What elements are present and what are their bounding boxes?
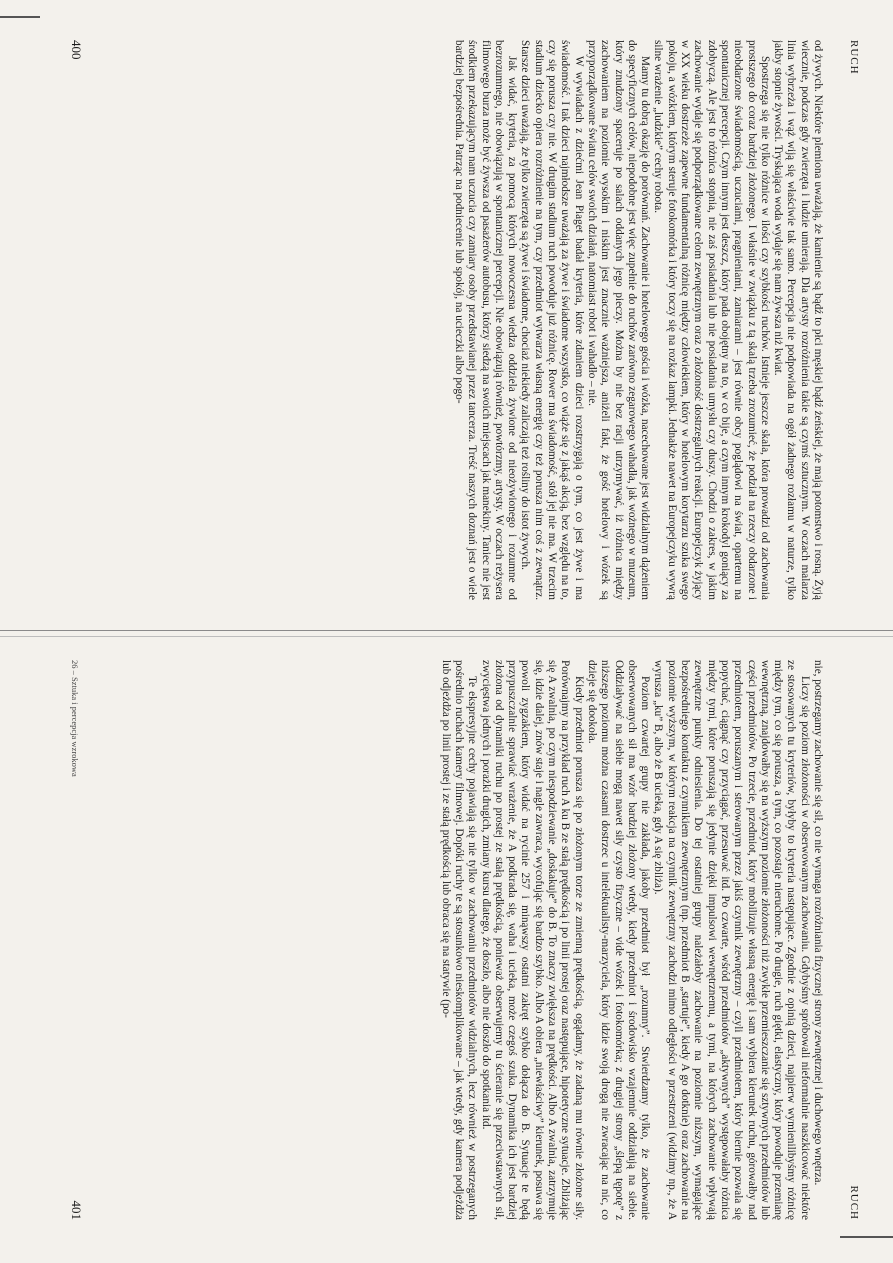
running-head: RUCH xyxy=(848,40,860,75)
page-divider-line xyxy=(0,630,893,631)
paragraph: Spostrzega się nie tylko różnice w ilości czy szybkości ruchów. Istnieje jeszcze skala, która prowadzi od zachowania prostszego do coraz bardziej złożonego. I właśnie w związku z tą skalą trzeba zrozumieć, że podział na rzeczy obdarzone i nieobdarzone świadomością, uczuciami, pragnieniami, zamiarami – jest równie obcy poglądowi na świat, opartemu na spontanicznej percepcji. Czym innym jest deszcz, który pada obojętny na to, w co bije, a czym innym krokodyl goniący za zdobyczą. Ale jest to różnica stopnia, nie zaś posiadania lub nie posiadania umysłu czy duszy. Chodzi o zakres, w jakim zachowanie wydaje się podporządkowane celom zewnętrznym oraz o złożoność dostrzegalnych reakcji. Europejczyk żyjący w XX wieku dostrzeże zapewne fundamentalną różnicę między człowiekiem, który w hotelowym korytarzu szuka swego pokoju, a wózkiem, którym steruje fotokomórka i który toczy się na rozkaz lampki. Jednakże nawet na Europejczyku wywrą silne wrażenie „ludzkie” cechy robota. xyxy=(652,40,771,600)
book-page-401 xyxy=(60,660,860,1220)
paragraph: nie, postrzegamy zachowanie się sił, co nie wymaga rozróżniania fizycznej strony zewnętrznej i duchowego wnętrza. xyxy=(812,660,824,1186)
paragraph: Mamy tu dobrą okazję do porównań. Zachowanie i hotelowego gościa i wózka, nacechowane jest widzialnym dążeniem do specyficznych celów, niepodobne jest więc zupełnie do ruchów zarówno zegarowego wahadła, jak wożnego w muzeum, który znudzony spaceruje po salach oddanych jego pieczy. Można by nie bez racji utrzymywać, iż różnica między zachowaniem na poziomie wysokim i niskim jest znacznie ważniejsza, aniżeli fakt, że gość hotelowy i wózek są przyporządkowane światu celów swoich działań, natomiast robot i wahadło – nie. xyxy=(585,40,652,600)
paragraph: Kiedy przedmiot porusza się po złożonym torze ze zmienną prędkością, ogądamy, że zadaną mu równie złożone siły. Porównajmy na przykład ruch A ku B ze stałą prędkością i po linii prostej oraz następujące, hipotetyczne sytuacje. Zbliżając się A zwalnia, po czym niespodziewanie „doskakuje” do B. To znaczy zwiększa na prędkości. Albo A zwalnia, zatrzymuje się, idzie dalej, znów staje i nagle zawraca, wycofując się bardzo szybko. Albo A obiera „niewłaściwy” kierunek, posuwa się powoli zygzakiem, który widać na rycinie 257 i minąwszy ostatni zakręt szybko dołącza do B. Sytuacje te będą przypuszczalnie sprawiać wrażenie, że A podkrada się, waha i ucieka, może czegoś szuka. Dynamika ich jest bardziej złożona od dynamiki ruchu po prostej ze stałą prędkością, ponieważ obserwujemy tu ścieranie się przeciwstawnych sił, zwycięstwa jednych i porażki drugich, zmiany kursu dlatego, że doszło, albo nie doszło do spotkania itd. xyxy=(479,660,585,1220)
signature-footer: 26 – Sztuka i percepcja wzrokowa xyxy=(70,660,80,777)
paragraph: Te ekspresyjne cechy pojawiają się nie tylko w zachowaniu przedmiotów widzialnych, lecz również w postrzeganych pośrednio ruchach kamery filmowej. Dopóki ruchy te są stosunkowo nieskomplikowane – jak wtedy, gdy kamera podjeżdża lub odjeżdża po linii prostej i ze stałą prędkością lub obraca się na statywie (po- xyxy=(439,660,479,1220)
paragraph: W wywiadach z dziećmi Jean Piaget badał kryteria, które zdaniem dzieci rozstrzygają o tym, co jest żywe i ma świadomość. I tak dzieci najmłodsze uważają za żywe i świadome wszystko, co wiąże się z jakąś akcją, bez względu na to, czy się porusza czy nie. W drugim stadium ruch powoduje już różnicę. Rower ma świadomość, stół jej nie ma. W trzecim stadium dziecko opiera rozróżnienie na tym, czy przedmiot wytwarza własną energię czy też porusza nim coś z zewnątrz. Starsze dzieci uważają, że tylko zwierzęta są żywe i świadome, chociaż niekiedy zaliczają też rośliny do istot żywych. xyxy=(519,40,585,600)
page-divider-line-faint xyxy=(0,636,893,637)
scan-edge-mark xyxy=(0,16,40,18)
running-head: RUCH xyxy=(848,1185,860,1220)
paragraph: od żywych. Niektóre plemiona uważają, że kamienie są bądź to płci męskiej bądź żeńskiej, że mają potomstwo i rosną. Żyją wiecznie, podczas gdy zwierzęta i ludzie umierają. Dla artysty rozróżnienia takie są czymś sztucznym. W oczach malarza linia wybrzeża i wąż wiją się właściwie tak samo. Percepcja nie podpowiada na ogół żadnego rozłamu w naturze, tylko jakby stopnie żywości. Tryskająca woda wydaje się nam żywsza niż kwiat. xyxy=(772,40,824,600)
scan-edge-mark xyxy=(840,1236,893,1238)
book-page-400 xyxy=(60,40,860,600)
page-body-text xyxy=(100,40,824,600)
page-number: 401 xyxy=(69,1200,84,1220)
page-number: 400 xyxy=(69,40,84,60)
paragraph: Jak widać, kryteria, za pomocą których nowoczesna wiedza oddziela żywione od nieożywionego i rozumne od bezrozumnego, nie obowiązują w spontanicznej percepcji. Nie obowiązują również, powtórzmy, artysty. W oczach reżysera filmowego burza może być żywsza od pasażerów autobusu, którzy siedzą na swoich miejscach jak manekiny. Taniec nie jest środkiem przekazującym nam uczucia czy zamiary osoby przedstawianej przez tancerza. Treść naszych doznań jest o wiele bardziej bezpośrednia. Patrząc na podniecenie lub spokój, na ucieczki albo pogo- xyxy=(452,40,519,600)
paragraph: Liczy się poziom złożoności w obserwowanym zachowaniu. Gdybyśmy spróbowali nieformalnie naszkicować niektóre ze stosowanych tu kryteriów, byłyby to kryteria następujące. Zgodnie z opinią dzieci, najpierw wymienilibyśmy różnicę między tym, co się porusza, a tym, co pozostaje nieruchome. Po drugie, ruch giętki, elastyczny, który powoduje przemianę wewnętrzną, znajdowałby się na wyższym poziomie złożoności niż zwykłe przemieszczanie się sztywnych przedmiotów lub części przedmiotów. Po trzecie, przedmiot, który mobilizuje własną energię i sam wybiera kierunek ruchu, górowałby nad przedmiotem, poruszanym i sterowanym przez jakiś czynnik zewnętrzny – czyli przedmiotem, który biernie pozwala się popychać, ciągnąć czy przyciągać, przesuwać itd. Po czwarte, wśród przedmiotów „aktywnych” występowałaby różnica między tymi, które poruszają się jedynie dzięki impulsowi wewnętrznemu, a tymi, na których zachowanie wpływają zewnętrzne punkty odniesienia. Do tej ostatniej grupy należałoby zachowanie na poziomie niższym, wymagające bezpośredniego kontaktu z czynnikiem zewnętrznym (np. przedmiot B „startuje”, kiedy A go dotknie) oraz zachowanie na poziomie wyższym, w którym reakcja na czynnik zewnętrzny zachodzi mimo odległości w przestrzeni (widzimy np., że A wyrusza „ku” B, albo że B ucieka, gdy A się zbliża). xyxy=(652,660,811,1220)
page-body-text xyxy=(100,660,824,1220)
paragraph: Poziom czwartej grupy nie zakłada, jakoby przedmiot był „rozumny”. Stwierdzamy tylko, że zachowanie obserwowanych sił ma wzór bardziej złożony wtedy, kiedy przedmiot i środowisko wzajemnie oddziałują na siebie. Oddziaływać na siebie mogą nawet siły czysto fizyczne – vide wózek i fotokomórka; z drugiej strony „ślepą tępotę” z niższego poziomu można czasami dostrzec u intelektualisty-marzyciela, który idzie swoją drogą nie zwracając na nic, co dzieje się dookoła. xyxy=(585,660,652,1220)
